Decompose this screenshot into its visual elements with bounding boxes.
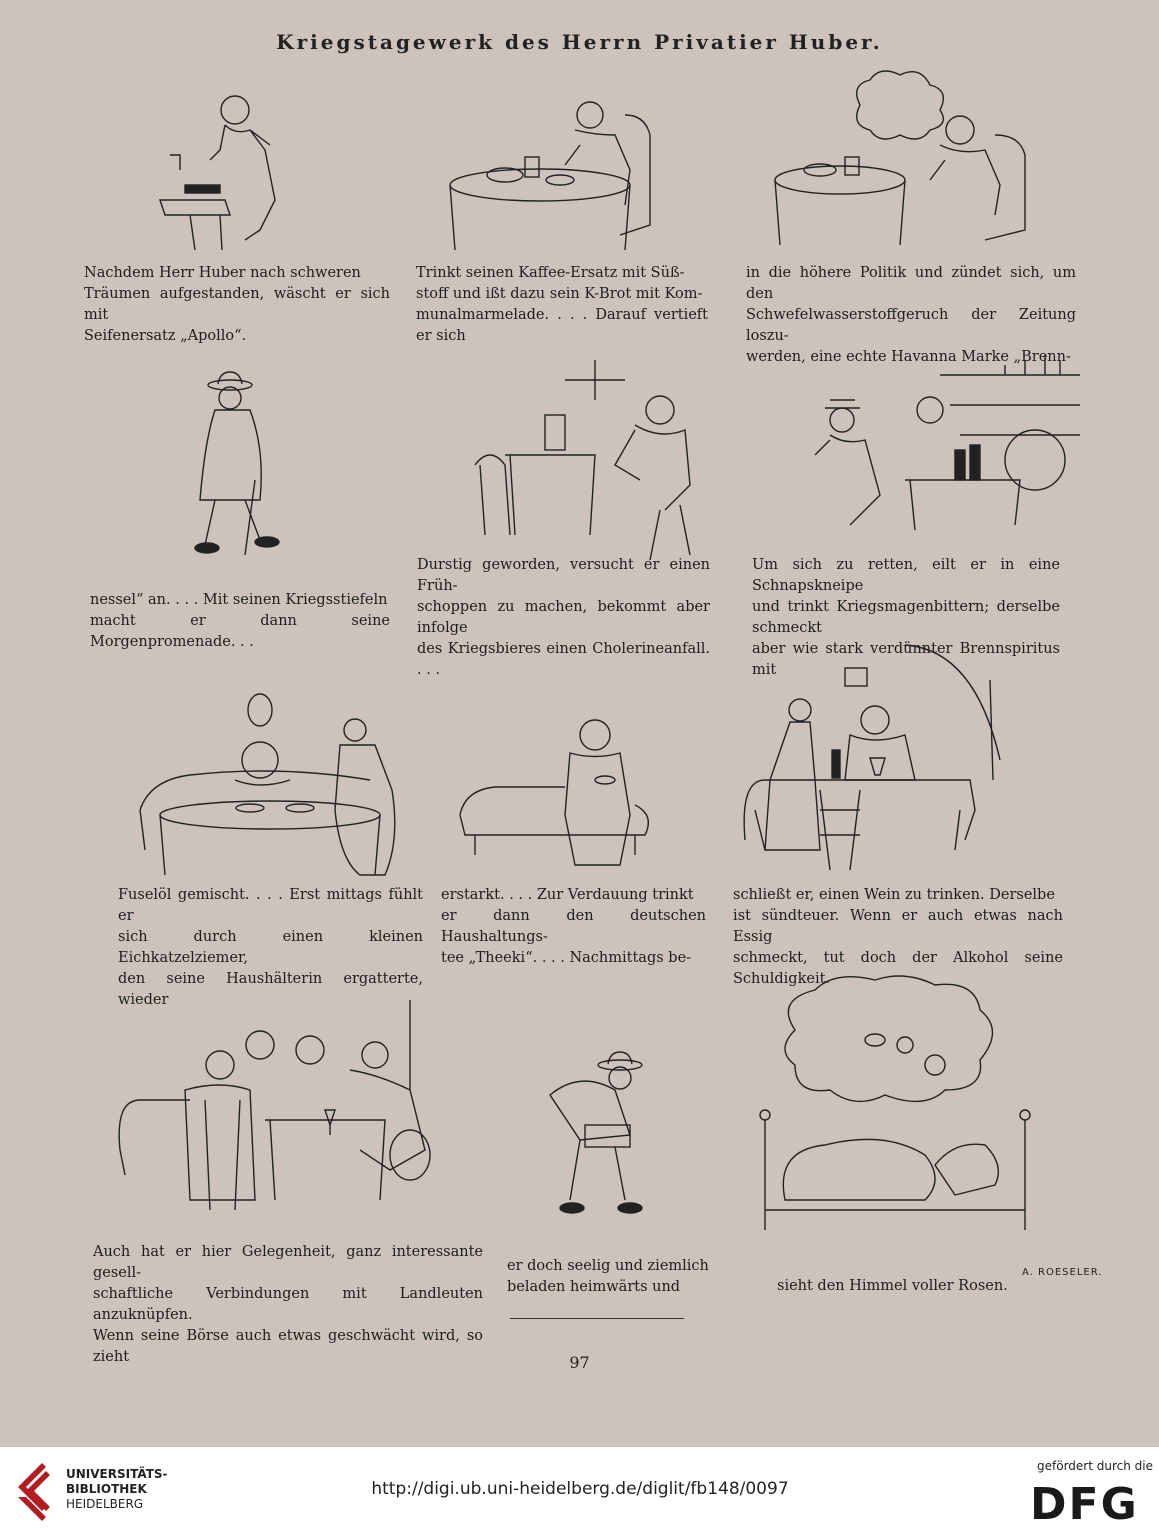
caption-line: munalmarmelade. . . . Darauf vertieft er sich [416,307,708,344]
caption-8 [441,885,706,969]
illustration-card-table [110,1000,450,1210]
university-library-logo-icon[interactable] [12,1457,66,1527]
separator-rule [510,1318,684,1319]
footer-bar [0,1447,1159,1537]
library-name-line: BIBLIOTHEK [66,1482,147,1496]
caption-5 [417,555,710,681]
illustration-cigar [770,65,1040,255]
caption-line: des Kriegsbieres einen Cholerineanfall. . . . [417,641,710,678]
caption-line: sich durch einen kleinen Eichkatzelziemer, [118,929,423,966]
caption-line: den seine Haushälterin ergatterte, wieder [118,971,423,1008]
caption-line: Fuselöl gemischt. . . . Erst mittags fühlt er [118,887,423,924]
caption-line: schoppen zu machen, bekommt aber infolge [417,599,710,636]
caption-line: Nachdem Herr Huber nach schweren [84,265,361,281]
caption-line: schmeckt, tut doch der Alkohol seine Schuldigkeit. [733,950,1063,987]
caption-line: schließt er, einen Wein zu trinken. Derselbe [733,887,1055,903]
caption-12 [777,1276,1037,1297]
artist-signature: A. ROESELER. [1022,1267,1103,1278]
caption-7 [118,885,423,1011]
illustration-lunch [130,690,415,880]
caption-11 [507,1256,722,1298]
caption-4 [90,590,390,653]
illustration-schnapps [790,345,1080,545]
illustration-dream-bed [755,970,1050,1230]
caption-line: er dann den deutschen Haushaltungs- [441,908,706,945]
caption-line: in die höhere Politik und zündet sich, um den [746,265,1076,302]
caption-line: Durstig geworden, versucht er einen Früh- [417,557,710,594]
caption-line: stoff und ißt dazu sein K-Brot mit Kom- [416,286,703,302]
dfg-logo[interactable]: DFG [1030,1479,1139,1530]
caption-2 [416,263,708,347]
illustration-homeward [530,1050,660,1220]
illustration-tea [455,715,670,870]
caption-line: sieht den Himmel voller Rosen. [777,1278,1008,1294]
caption-line: und trinkt Kriegsmagenbittern; derselbe schmeckt [752,599,1060,636]
caption-line: tee „Theeki“. . . . Nachmittags be- [441,950,692,966]
funder-label: gefördert durch die [1037,1459,1153,1473]
illustration-wine [735,640,1065,870]
illustration-washing [150,90,310,250]
caption-line: aber wie stark verdünnter Brennspiritus mit [752,641,1060,678]
caption-line: ist sündteuer. Wenn er auch etwas nach Essig [733,908,1063,945]
illustration-promenade [185,370,295,560]
caption-line: erstarkt. . . . Zur Verdauung trinkt [441,887,694,903]
illustration-coffee [445,95,675,255]
university-library-name [66,1467,168,1512]
caption-line: Träumen aufgestanden, wäscht er sich mit [84,286,390,323]
caption-line: macht er dann seine Morgenpromenade. . . [90,613,390,650]
caption-line: beladen heimwärts und [507,1279,681,1295]
illustration-beer [465,355,705,565]
caption-line: Auch hat er hier Gelegenheit, ganz interessante gesell- [93,1244,483,1281]
caption-line: Schwefelwasserstoffgeruch der Zeitung loszu- [746,307,1076,344]
permalink-url[interactable]: http://digi.ub.uni-heidelberg.de/diglit/fb148/0097 [371,1479,789,1499]
caption-line: schaftliche Verbindungen mit Landleuten anzuknüpfen. [93,1286,483,1323]
caption-line: er doch seelig und ziemlich [507,1258,709,1274]
caption-10 [93,1242,483,1368]
caption-line: nessel“ an. . . . Mit seinen Kriegsstiefeln [90,592,388,608]
library-name-line: HEIDELBERG [66,1497,144,1511]
caption-line: Trinkt seinen Kaffee-Ersatz mit Süß- [416,265,685,281]
page-title: Kriegstagewerk des Herrn Privatier Huber. [276,30,883,54]
caption-line: Seifenersatz „Apollo“. [84,328,247,344]
library-name-line: UNIVERSITÄTS- [66,1467,168,1481]
caption-line: Um sich zu retten, eilt er in eine Schnapskneipe [752,557,1060,594]
caption-1 [84,263,390,347]
page-number: 97 [569,1353,590,1372]
caption-line: werden, eine echte Havanna Marke „Brenn- [746,349,1071,365]
caption-line: Wenn seine Börse auch etwas geschwächt wird, so zieht [93,1328,483,1365]
